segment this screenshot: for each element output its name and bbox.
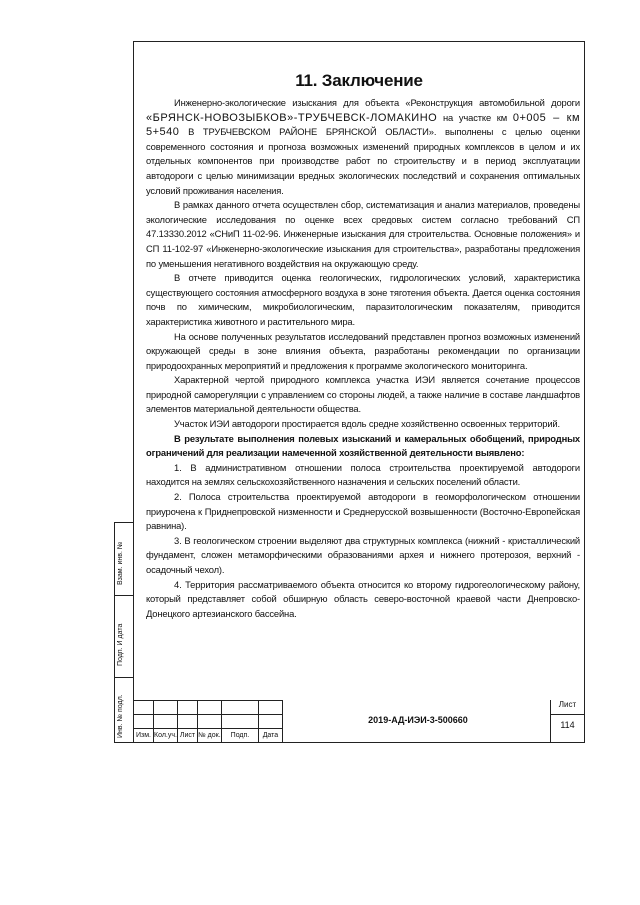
header-change: Изм. — [134, 729, 154, 743]
paragraph-10: 3. В геологическом строении выделяют два структурных комплекса (нижний - кристаллический фундамент, сложен метаморфическими образованиями архея и нижнего протерозоя, верхний - осадочный чехол). — [146, 534, 580, 575]
paragraph-1: Инженерно-экологические изыскания для объекта «Реконструкция автомобильной дороги «БРЯНСК-НОВОЗЫБКОВ»-ТРУБЧЕВСК-ЛОМАКИНО на участке км 0+005 – км 5+540 В ТРУБЧЕВСКОМ РАЙОНЕ БРЯНСКОЙ ОБЛАСТИ». выполнены с целью оценки современного состояния и прогноза возможных изменений природных комплексов в целом и их отдельных компонентов при производстве работ по строительству и в период эксплуатации автодороги с целью минимизации вредных экологических последствий и сохранения оптимальных условий проживания населения. — [146, 97, 581, 196]
header-doc-number: № док. — [197, 729, 221, 743]
page-title: 11. Заключение — [295, 71, 423, 90]
paragraph-2: В рамках данного отчета осуществлен сбор, систематизация и анализ материалов, проведены экологические исследования по оценке всех средовых систем согласно требований СП 47.13330.2012 «СНиП 11-02-96. Инженерные изыскания для строительства. Основные положения» и СП 11-102-97 «Инженерно-экологические изыскания для строительства», разработаны предложения по уменьшения негативного воздействия на окружающую среду. — [146, 199, 580, 269]
side-label-sign-date: Подп. И дата — [117, 623, 124, 666]
title-block-table — [133, 700, 283, 743]
paragraph-4: На основе полученных результатов исследований представлен прогноз возможных изменений окружающей среды в зоне влияния объекта, разработаны рекомендации по организации природоохранных мероприятий и предложения к программе экологического мониторинга. — [146, 330, 580, 371]
side-cell-3 — [114, 677, 134, 743]
paragraph-8: 1. В административном отношении полоса строительства проектируемой автодороги находится на землях сельскохозяйственного назначения и сельских поселений области. — [146, 461, 580, 488]
paragraph-6: Участок ИЭИ автодороги простирается вдоль средне хозяйственно освоенных территорий. — [174, 418, 560, 430]
paragraph-9: 2. Полоса строительства проектируемой автодороги в геоморфологическом отношении приурочена к Приднепровской низменности и Среднерусской возвышенности (Восточно-Европейская равнина). — [146, 491, 580, 532]
side-label-inv-number: Инв. № подл. — [117, 694, 124, 738]
paragraph-11: 4. Территория рассматриваемого объекта относится ко второму гидрогеологическому району, который представляет собой обширную область северо-восточной краевой части Днепровско-Донецкого артезианского бассейна. — [146, 578, 580, 619]
header-sheet: Лист — [177, 729, 197, 743]
side-stamp — [114, 522, 134, 743]
side-cell-2 — [114, 595, 134, 677]
side-label-replace: Взам. инв. № — [117, 541, 124, 585]
side-cell-1 — [114, 522, 134, 595]
paragraph-3: В отчете приводится оценка геологических, гидрологических условий, характеристика существующего состояния атмосферного воздуха в зоне тяготения объекта. Дается оценка состояния почв по химическим, микробиологическим, паразитологическим показателям, приводится характеристика животного и растительного мира. — [146, 272, 580, 327]
sheet-hline — [550, 714, 585, 715]
paragraph-7-bold: В результате выполнения полевых изысканий и камеральных обобщений, природных ограничений для реализации намеченной хозяйственной деятельности выявлено: — [146, 432, 580, 459]
header-date: Дата — [258, 729, 282, 743]
paragraph-5: Характерной чертой природного комплекса участка ИЭИ является сочетание процессов природной саморегуляции с управлением со стороны людей, а также наличие в составе ландшафтов элементов материальной деятельности общества. — [146, 374, 580, 415]
sheet-label: Лист — [558, 700, 577, 709]
sheet-number: 114 — [560, 720, 575, 730]
header-count: Кол.уч. — [154, 729, 178, 743]
document-code: 2019-АД-ИЭИ-3-500660 — [368, 715, 468, 725]
document-body — [146, 96, 580, 621]
title-block — [133, 700, 585, 743]
header-signature: Подп. — [221, 729, 258, 743]
